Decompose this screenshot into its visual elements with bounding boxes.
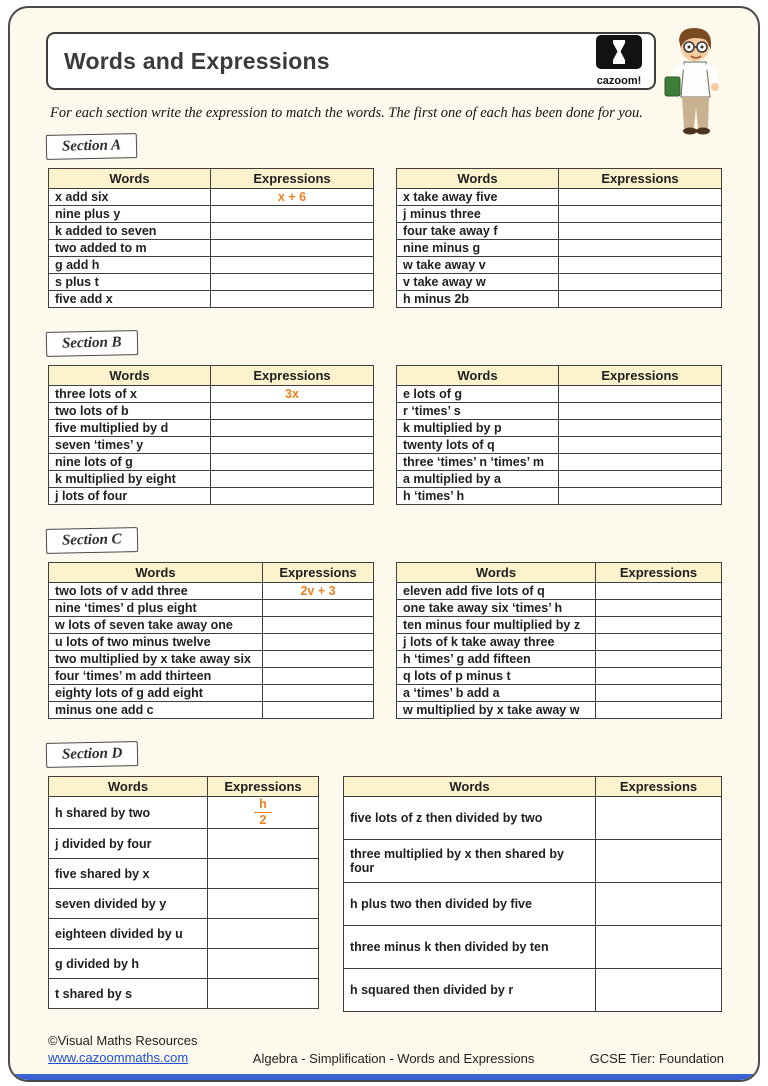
words-cell: eighteen divided by u: [49, 919, 208, 949]
table-row: [49, 291, 374, 308]
table-row: [397, 386, 722, 403]
words-cell: five shared by x: [49, 859, 208, 889]
worksheet-page: [8, 6, 760, 1082]
table-row: [397, 437, 722, 454]
table-row: [49, 797, 319, 829]
words-cell: v take away w: [397, 274, 559, 291]
answer-blank-cell: [559, 403, 722, 420]
words-cell: nine plus y: [49, 206, 211, 223]
cazoom-logo: [596, 35, 642, 87]
table-row: [49, 859, 319, 889]
words-cell: x take away five: [397, 189, 559, 206]
table-row: [397, 702, 722, 719]
words-cell: five lots of z then divided by two: [344, 797, 596, 840]
answer-blank-cell: [211, 471, 374, 488]
section-c: [48, 528, 722, 719]
section-d-right-table: [343, 776, 722, 1012]
words-cell: j lots of four: [49, 488, 211, 505]
table-row: [397, 223, 722, 240]
footer-credits: [48, 1033, 198, 1067]
answer-blank-cell: [559, 206, 722, 223]
answer-blank-cell: [211, 274, 374, 291]
words-column-header: Words: [397, 169, 559, 189]
words-cell: j divided by four: [49, 829, 208, 859]
words-cell: seven ‘times’ y: [49, 437, 211, 454]
section-a-right-table: [396, 168, 722, 308]
section-c-left-table: [48, 562, 374, 719]
section-b: [48, 331, 722, 505]
answer-blank-cell: [559, 189, 722, 206]
table-row: [397, 206, 722, 223]
section-d: [48, 742, 722, 1012]
answer-blank-cell: [211, 206, 374, 223]
tier-text: GCSE Tier: Foundation: [589, 1051, 724, 1066]
answer-blank-cell: [596, 668, 722, 685]
table-row: [49, 189, 374, 206]
words-cell: two lots of v add three: [49, 583, 263, 600]
words-cell: x add six: [49, 189, 211, 206]
words-cell: four ‘times’ m add thirteen: [49, 668, 263, 685]
words-cell: two added to m: [49, 240, 211, 257]
answer-blank-cell: [596, 926, 722, 969]
words-cell: j lots of k take away three: [397, 634, 596, 651]
words-cell: minus one add c: [49, 702, 263, 719]
table-row: [344, 797, 722, 840]
words-cell: five multiplied by d: [49, 420, 211, 437]
answer-blank-cell: [596, 685, 722, 702]
table-row: [49, 600, 374, 617]
answer-blank-cell: [596, 583, 722, 600]
expressions-column-header: Expressions: [263, 563, 374, 583]
section-c-right-table: [396, 562, 722, 719]
table-row: [397, 420, 722, 437]
answer-blank-cell: [596, 634, 722, 651]
words-cell: h plus two then divided by five: [344, 883, 596, 926]
table-row: [344, 926, 722, 969]
answer-blank-cell: [208, 829, 319, 859]
example-expression-cell: [208, 797, 319, 829]
answer-blank-cell: [596, 600, 722, 617]
table-row: [49, 949, 319, 979]
table-row: [49, 274, 374, 291]
words-cell: h shared by two: [49, 797, 208, 829]
words-cell: g add h: [49, 257, 211, 274]
table-row: [49, 668, 374, 685]
words-cell: twenty lots of q: [397, 437, 559, 454]
answer-blank-cell: [211, 291, 374, 308]
answer-blank-cell: [559, 437, 722, 454]
section-c-tables: [48, 562, 722, 719]
words-cell: w take away v: [397, 257, 559, 274]
table-row: [49, 223, 374, 240]
example-expression-cell: x + 6: [211, 189, 374, 206]
answer-blank-cell: [211, 420, 374, 437]
section-b-left-table: [48, 365, 374, 505]
answer-blank-cell: [208, 889, 319, 919]
table-row: [49, 702, 374, 719]
section-a-left-table: [48, 168, 374, 308]
section-c-label: Section C: [46, 527, 138, 554]
table-row: [344, 883, 722, 926]
hourglass-icon: [596, 35, 642, 74]
answer-blank-cell: [559, 454, 722, 471]
answer-blank-cell: [208, 919, 319, 949]
answer-blank-cell: [559, 488, 722, 505]
table-row: [344, 840, 722, 883]
words-cell: w lots of seven take away one: [49, 617, 263, 634]
answer-blank-cell: [596, 702, 722, 719]
example-expression-cell: 2v + 3: [263, 583, 374, 600]
table-row: [49, 240, 374, 257]
table-row: [397, 257, 722, 274]
table-row: [49, 829, 319, 859]
answer-blank-cell: [208, 979, 319, 1009]
expressions-column-header: Expressions: [211, 366, 374, 386]
section-d-label: Section D: [46, 741, 139, 768]
table-row: [397, 600, 722, 617]
answer-blank-cell: [263, 617, 374, 634]
words-cell: two multiplied by x take away six: [49, 651, 263, 668]
words-cell: h minus 2b: [397, 291, 559, 308]
table-row: [49, 420, 374, 437]
section-a-label: Section A: [46, 133, 138, 160]
words-column-header: Words: [49, 777, 208, 797]
table-row: [344, 969, 722, 1012]
table-row: [49, 386, 374, 403]
expressions-column-header: Expressions: [559, 366, 722, 386]
table-row: [49, 437, 374, 454]
words-cell: seven divided by y: [49, 889, 208, 919]
table-row: [397, 583, 722, 600]
answer-blank-cell: [208, 949, 319, 979]
words-column-header: Words: [344, 777, 596, 797]
table-row: [397, 685, 722, 702]
table-row: [397, 471, 722, 488]
words-cell: four take away f: [397, 223, 559, 240]
section-a: [48, 134, 722, 308]
answer-blank-cell: [263, 685, 374, 702]
table-row: [49, 651, 374, 668]
table-row: [49, 583, 374, 600]
words-cell: three minus k then divided by ten: [344, 926, 596, 969]
words-column-header: Words: [397, 366, 559, 386]
table-row: [49, 488, 374, 505]
words-cell: eighty lots of g add eight: [49, 685, 263, 702]
footer-accent-bar: [10, 1074, 758, 1080]
table-row: [397, 488, 722, 505]
table-row: [397, 617, 722, 634]
words-cell: three lots of x: [49, 386, 211, 403]
table-row: [397, 291, 722, 308]
words-cell: k multiplied by eight: [49, 471, 211, 488]
words-cell: h ‘times’ g add fifteen: [397, 651, 596, 668]
words-cell: g divided by h: [49, 949, 208, 979]
words-cell: three ‘times’ n ‘times’ m: [397, 454, 559, 471]
answer-blank-cell: [559, 471, 722, 488]
header: [48, 32, 722, 92]
table-row: [397, 634, 722, 651]
section-b-right-table: [396, 365, 722, 505]
words-cell: one take away six ‘times’ h: [397, 600, 596, 617]
page-footer: [48, 1033, 724, 1067]
answer-blank-cell: [559, 274, 722, 291]
table-row: [49, 979, 319, 1009]
website-link[interactable]: www.cazoommaths.com: [48, 1050, 189, 1066]
answer-blank-cell: [559, 420, 722, 437]
table-row: [49, 685, 374, 702]
answer-blank-cell: [559, 257, 722, 274]
expressions-column-header: Expressions: [211, 169, 374, 189]
section-d-tables: [48, 776, 722, 1012]
table-row: [397, 651, 722, 668]
table-row: [49, 919, 319, 949]
answer-blank-cell: [208, 859, 319, 889]
words-cell: h squared then divided by r: [344, 969, 596, 1012]
words-cell: a ‘times’ b add a: [397, 685, 596, 702]
expressions-column-header: Expressions: [208, 777, 319, 797]
answer-blank-cell: [211, 223, 374, 240]
answer-blank-cell: [596, 969, 722, 1012]
table-row: [49, 889, 319, 919]
section-a-tables: [48, 168, 722, 308]
answer-blank-cell: [596, 797, 722, 840]
words-cell: k multiplied by p: [397, 420, 559, 437]
table-row: [397, 240, 722, 257]
words-cell: k added to seven: [49, 223, 211, 240]
fraction-expression: $\frac{h}{2}$: [254, 798, 272, 827]
words-cell: w multiplied by x take away w: [397, 702, 596, 719]
words-cell: nine lots of g: [49, 454, 211, 471]
table-row: [397, 668, 722, 685]
answer-blank-cell: [211, 257, 374, 274]
table-row: [397, 403, 722, 420]
words-cell: nine minus g: [397, 240, 559, 257]
copyright-text: ©Visual Maths Resources: [48, 1033, 198, 1049]
words-cell: nine ‘times’ d plus eight: [49, 600, 263, 617]
answer-blank-cell: [211, 437, 374, 454]
table-row: [49, 617, 374, 634]
words-cell: e lots of g: [397, 386, 559, 403]
words-cell: u lots of two minus twelve: [49, 634, 263, 651]
page-title: Words and Expressions: [64, 47, 330, 74]
title-box: [46, 32, 656, 90]
words-cell: eleven add five lots of q: [397, 583, 596, 600]
answer-blank-cell: [559, 386, 722, 403]
answer-blank-cell: [211, 454, 374, 471]
answer-blank-cell: [596, 840, 722, 883]
answer-blank-cell: [263, 651, 374, 668]
table-row: [49, 454, 374, 471]
answer-blank-cell: [263, 634, 374, 651]
words-cell: h ‘times’ h: [397, 488, 559, 505]
example-expression-cell: 3x: [211, 386, 374, 403]
words-column-header: Words: [49, 169, 211, 189]
table-row: [397, 454, 722, 471]
words-cell: t shared by s: [49, 979, 208, 1009]
answer-blank-cell: [211, 240, 374, 257]
table-row: [49, 206, 374, 223]
table-row: [49, 257, 374, 274]
teacher-character-illustration: [654, 25, 734, 145]
words-column-header: Words: [397, 563, 596, 583]
words-cell: three multiplied by x then shared by four: [344, 840, 596, 883]
answer-blank-cell: [559, 223, 722, 240]
words-cell: s plus t: [49, 274, 211, 291]
answer-blank-cell: [596, 883, 722, 926]
section-d-left-table: [48, 776, 319, 1009]
answer-blank-cell: [596, 617, 722, 634]
table-row: [49, 634, 374, 651]
answer-blank-cell: [263, 702, 374, 719]
table-row: [397, 274, 722, 291]
section-b-tables: [48, 365, 722, 505]
section-b-label: Section B: [46, 330, 138, 357]
words-cell: r ‘times’ s: [397, 403, 559, 420]
table-row: [49, 403, 374, 420]
answer-blank-cell: [559, 240, 722, 257]
answer-blank-cell: [211, 488, 374, 505]
table-row: [397, 189, 722, 206]
words-cell: five add x: [49, 291, 211, 308]
worksheet-topic-text: Algebra - Simplification - Words and Expressions: [252, 1051, 535, 1066]
words-column-header: Words: [49, 563, 263, 583]
words-cell: ten minus four multiplied by z: [397, 617, 596, 634]
answer-blank-cell: [263, 668, 374, 685]
words-cell: two lots of b: [49, 403, 211, 420]
table-row: [49, 471, 374, 488]
words-cell: q lots of p minus t: [397, 668, 596, 685]
answer-blank-cell: [596, 651, 722, 668]
words-cell: a multiplied by a: [397, 471, 559, 488]
expressions-column-header: Expressions: [596, 777, 722, 797]
expressions-column-header: Expressions: [596, 563, 722, 583]
instruction-text: For each section write the expression to match the words. The first one of each has been done for you.: [50, 105, 643, 121]
expressions-column-header: Expressions: [559, 169, 722, 189]
cazoom-logo-text: cazoom!: [596, 75, 642, 87]
words-column-header: Words: [49, 366, 211, 386]
answer-blank-cell: [559, 291, 722, 308]
answer-blank-cell: [211, 403, 374, 420]
words-cell: j minus three: [397, 206, 559, 223]
answer-blank-cell: [263, 600, 374, 617]
